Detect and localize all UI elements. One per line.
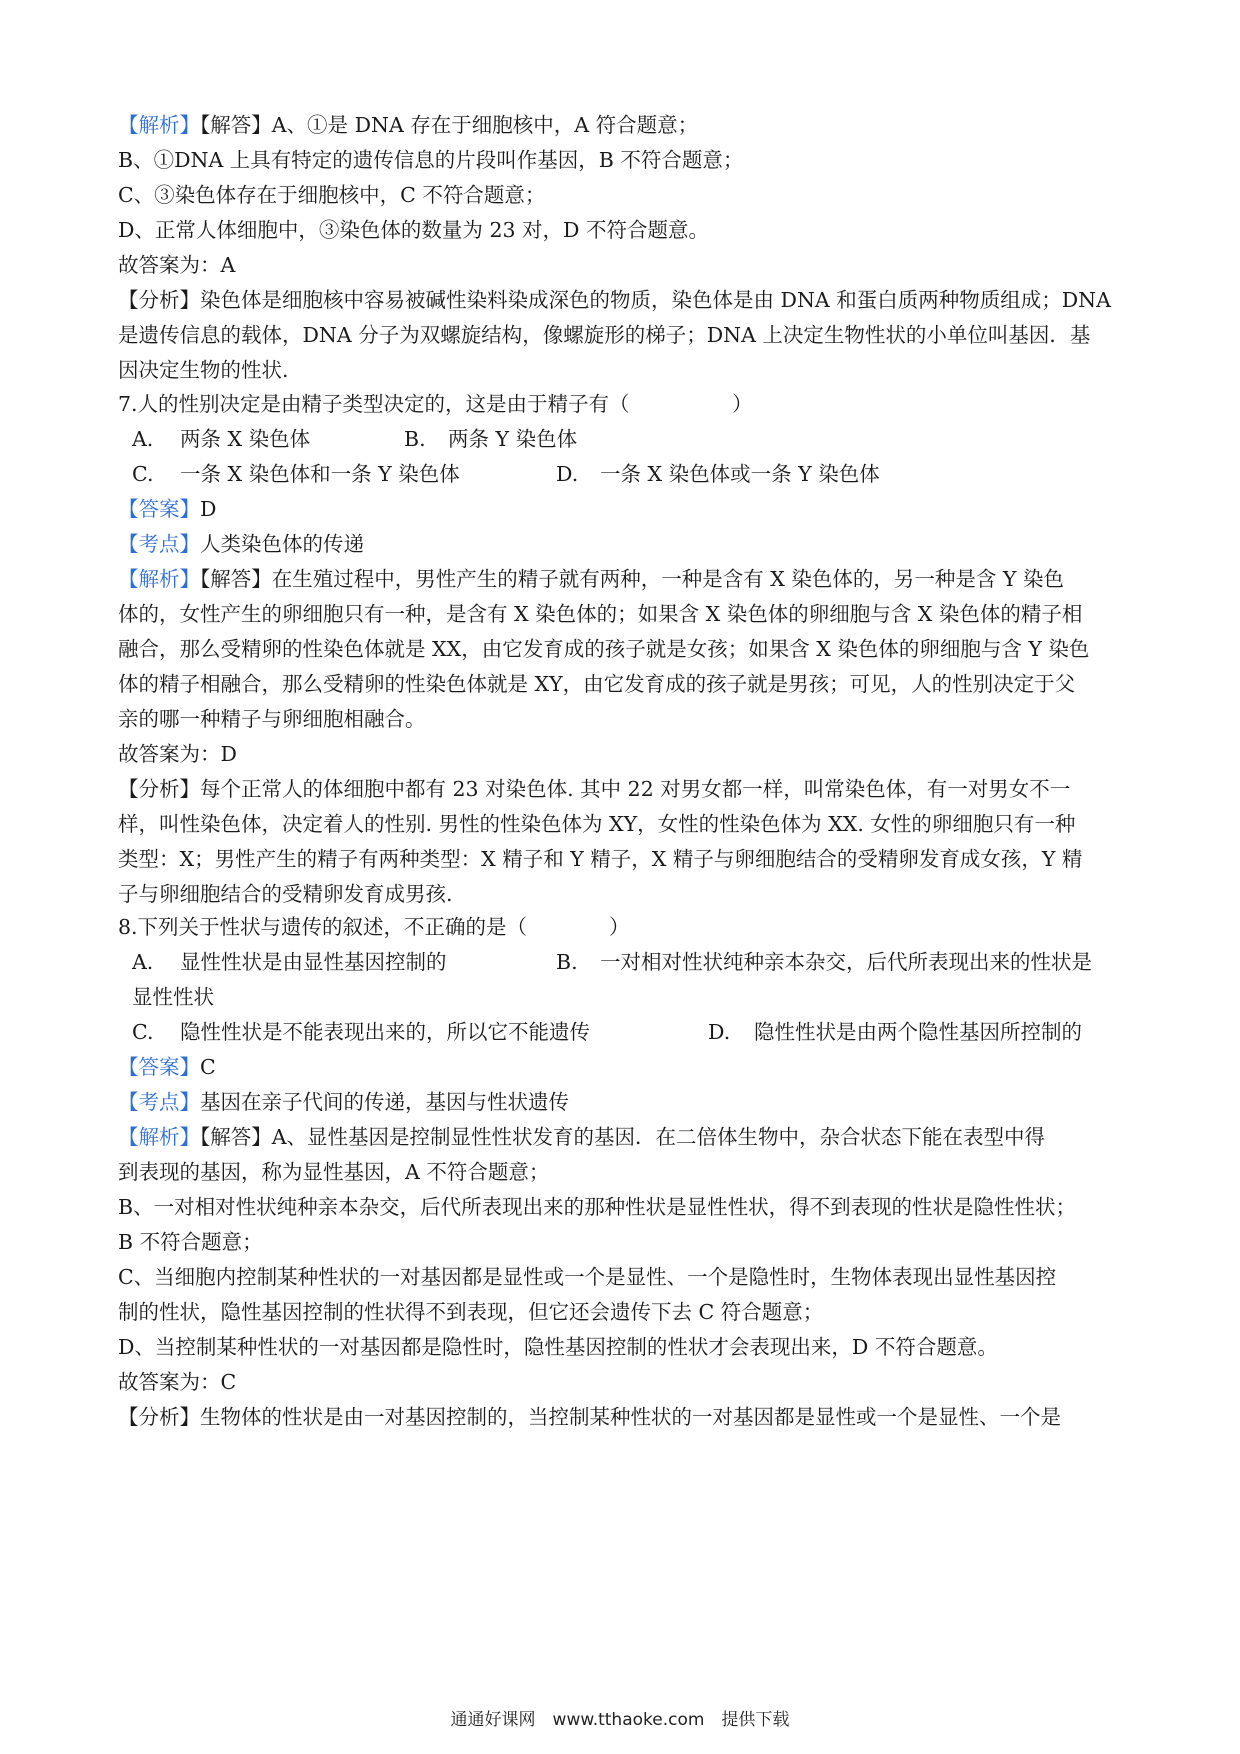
- solution-tag: 【解答】: [200, 567, 272, 591]
- q7-stem: 7.人的性别决定是由精子类型决定的，这是由于精子有（ ）: [118, 392, 753, 416]
- q7-answer-row: [118, 496, 216, 522]
- q8-fenxi-1: 生物体的性状是由一对基因控制的，当控制某种性状的一对基因都是显性或一个是显性、一个是: [200, 1405, 1061, 1429]
- q8-option-d: 隐性性状是由两个隐性基因所控制的: [754, 1020, 1082, 1044]
- q7-fenxi-4: 子与卵细胞结合的受精卵发育成男孩.: [118, 882, 453, 906]
- q7-solution-4: 体的精子相融合，那么受精卵的性染色体就是 XY，由它发育成的孩子就是男孩；可见，人的性别决定于父: [118, 672, 1076, 696]
- q8-solution-4: B 不符合题意；: [118, 1230, 263, 1254]
- fenxi-tag: 【分析】: [118, 1405, 200, 1429]
- q7-fenxi-3: 类型：X；男性产生的精子有两种类型：X 精子和 Y 精子，X 精子与卵细胞结合的受精卵发育成女孩，Y 精: [118, 847, 1083, 871]
- q6-line-d: D、正常人体细胞中，③染色体的数量为 23 对，D 不符合题意。: [118, 218, 710, 242]
- answer-tag: 【答案】: [118, 1055, 200, 1079]
- analysis-tag: 【解析】: [118, 567, 200, 591]
- q7-option-d: 一条 X 染色体或一条 Y 染色体: [600, 462, 880, 486]
- q8-final-answer: 故答案为：C: [118, 1370, 237, 1394]
- q7-solution-3: 融合，那么受精卵的性染色体就是 XX，由它发育成的孩子就是女孩；如果含 X 染色体的卵细胞与含 Y 染色: [118, 637, 1090, 661]
- q6-fenxi-text-3: 因决定生物的性状.: [118, 358, 289, 382]
- q8-option-a-label: A.: [132, 950, 154, 974]
- q8-point: 基因在亲子代间的传递，基因与性状遗传: [200, 1090, 569, 1114]
- q7-option-c: 一条 X 染色体和一条 Y 染色体: [180, 462, 460, 486]
- q7-option-a-label: A.: [132, 427, 154, 451]
- answer-tag: 【答案】: [118, 497, 200, 521]
- q7-fenxi-row-1: [118, 776, 1070, 802]
- answer-tag: 【解答】: [200, 113, 272, 137]
- q7-fenxi-2: 样，叫性染色体，决定着人的性别. 男性的性染色体为 XY，女性的性染色体为 XX. 女性的卵细胞只有一种: [118, 812, 1076, 836]
- q8-solution-2: 到表现的基因，称为显性基因，A 不符合题意；: [118, 1160, 550, 1184]
- q6-final-answer: 故答案为：A: [118, 253, 236, 277]
- q7-answer: D: [200, 497, 217, 521]
- q7-option-d-label: D.: [556, 462, 579, 486]
- q7-solution-2: 体的，女性产生的卵细胞只有一种，是含有 X 染色体的；如果含 X 染色体的卵细胞与含 X 染色体的精子相: [118, 602, 1083, 626]
- q8-option-b-cont: 显性性状: [132, 985, 214, 1009]
- point-tag: 【考点】: [118, 532, 200, 556]
- q8-answer-row: [118, 1054, 216, 1080]
- q8-option-d-label: D.: [708, 1020, 731, 1044]
- page-footer: 通通好课网 www.tthaoke.com 提供下载: [450, 1710, 790, 1730]
- q6-line-c: C、③染色体存在于细胞核中，C 不符合题意；: [118, 183, 546, 207]
- q7-fenxi-1: 每个正常人的体细胞中都有 23 对染色体. 其中 22 对男女都一样，叫常染色体，有一对男女不一: [200, 777, 1071, 801]
- q8-answer: C: [200, 1055, 216, 1079]
- q8-solution-row-1: [118, 1124, 1045, 1150]
- q6-analysis-line-1: [118, 287, 1111, 313]
- q7-option-b-label: B.: [404, 427, 426, 451]
- solution-tag: 【解答】: [200, 1125, 272, 1149]
- q7-solution-row-1: [118, 566, 1064, 592]
- q6-line-a: A、①是 DNA 存在于细胞核中，A 符合题意；: [271, 113, 699, 137]
- q7-option-b: 两条 Y 染色体: [448, 427, 578, 451]
- analysis-tag: 【解析】: [118, 1125, 200, 1149]
- q7-final-answer: 故答案为：D: [118, 742, 237, 766]
- fenxi-tag: 【分析】: [118, 288, 200, 312]
- q8-option-a: 显性性状是由显性基因控制的: [180, 950, 447, 974]
- q8-point-row: [118, 1089, 569, 1115]
- q7-option-a: 两条 X 染色体: [180, 427, 311, 451]
- q6-line-b: B、①DNA 上具有特定的遗传信息的片段叫作基因，B 不符合题意；: [118, 148, 744, 172]
- q8-option-c: 隐性性状是不能表现出来的，所以它不能遗传: [180, 1020, 590, 1044]
- q8-option-b: 一对相对性状纯种亲本杂交，后代所表现出来的性状是: [600, 950, 1092, 974]
- q8-option-b-label: B.: [556, 950, 578, 974]
- q7-point-row: [118, 531, 364, 557]
- q7-solution-5: 亲的哪一种精子与卵细胞相融合。: [118, 707, 426, 731]
- point-tag: 【考点】: [118, 1090, 200, 1114]
- q6-fenxi-text-2: 是遗传信息的载体，DNA 分子为双螺旋结构，像螺旋形的梯子；DNA 上决定生物性状的小单位叫基因．基: [118, 323, 1091, 347]
- q6-solution-line-1: [118, 112, 698, 138]
- q7-option-c-label: C.: [132, 462, 154, 486]
- q8-solution-7: D、当控制某种性状的一对基因都是隐性时，隐性基因控制的性状才会表现出来，D 不符合题意。: [118, 1335, 998, 1359]
- q8-fenxi-row-1: [118, 1404, 1061, 1430]
- fenxi-tag: 【分析】: [118, 777, 200, 801]
- q7-solution-1: 在生殖过程中，男性产生的精子就有两种，一种是含有 X 染色体的，另一种是含 Y 染色: [271, 567, 1064, 591]
- q8-option-c-label: C.: [132, 1020, 154, 1044]
- q8-solution-3: B、一对相对性状纯种亲本杂交，后代所表现出来的那种性状是显性性状，得不到表现的性状是隐性性状；: [118, 1195, 1077, 1219]
- q8-solution-5: C、当细胞内控制某种性状的一对基因都是显性或一个是显性、一个是隐性时，生物体表现出显性基因控: [118, 1265, 1057, 1289]
- q7-point: 人类染色体的传递: [200, 532, 364, 556]
- q6-fenxi-text-1: 染色体是细胞核中容易被碱性染料染成深色的物质，染色体是由 DNA 和蛋白质两种物质组成；DNA: [200, 288, 1111, 312]
- q8-solution-1: A、显性基因是控制显性性状发育的基因．在二倍体生物中，杂合状态下能在表型中得: [271, 1125, 1046, 1149]
- q8-stem: 8.下列关于性状与遗传的叙述，不正确的是（ ）: [118, 915, 630, 939]
- q8-solution-6: 制的性状，隐性基因控制的性状得不到表现，但它还会遗传下去 C 符合题意；: [118, 1300, 824, 1324]
- analysis-tag: 【解析】: [118, 113, 200, 137]
